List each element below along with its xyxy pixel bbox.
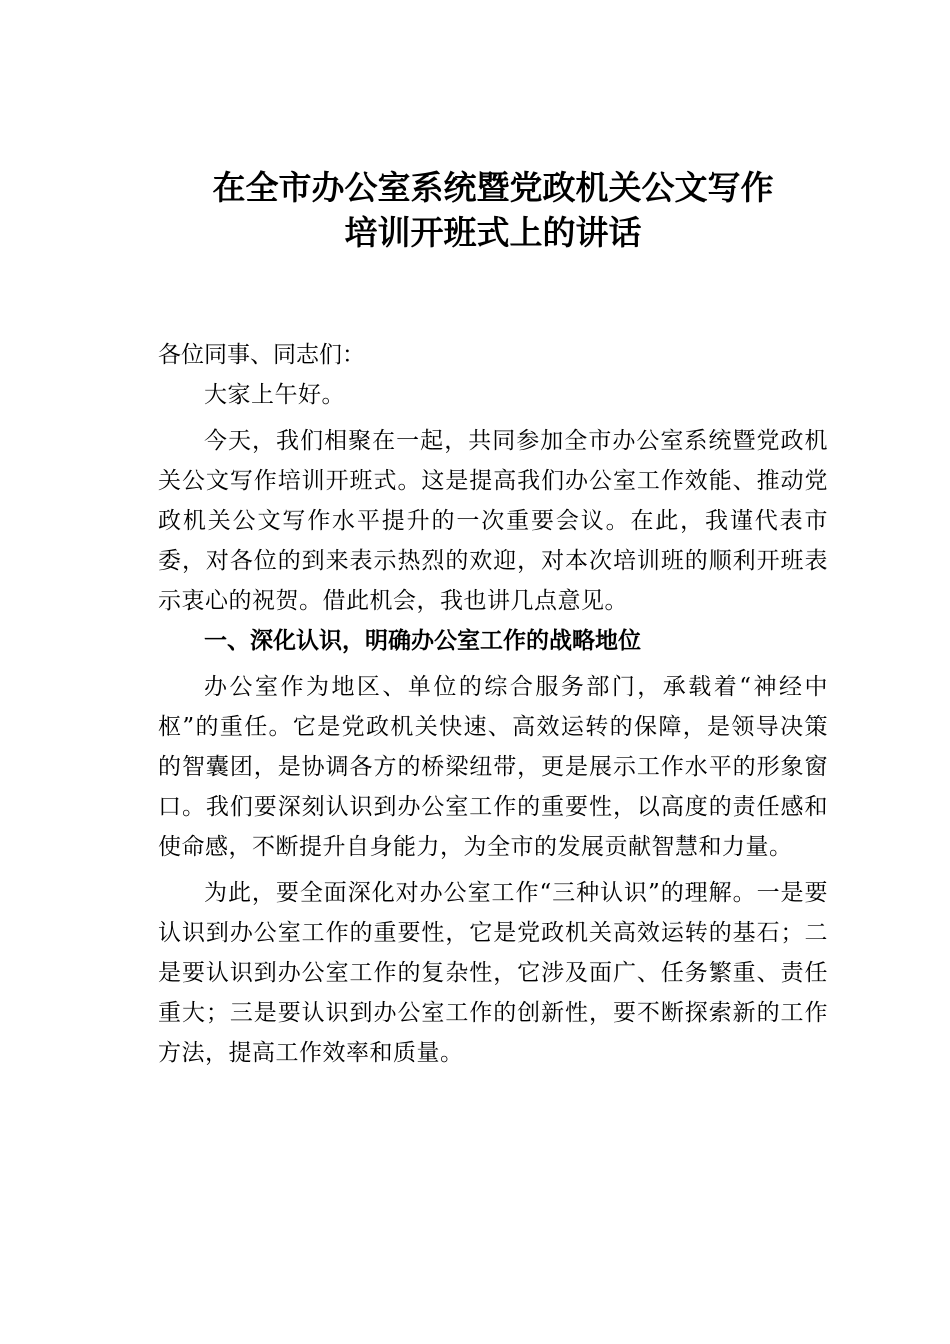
salutation: 各位同事、同志们： — [158, 342, 365, 368]
document-page — [158, 165, 828, 1073]
section-heading-1: 一、深化认识，明确办公室工作的战略地位 — [204, 628, 641, 654]
paragraph-opening: 今天，我们相聚在一起，共同参加全市办公室系统暨党政机关公文写作培训开班式。这是提高我们办公室工作效能、推动党政机关公文写作水平提升的一次重要会议。在此，我谨代表市委，对各位的到来表示热烈的欢迎，对本次培训班的顺利开班表示衷心的祝贺。借此机会，我也讲几点意见。 — [158, 428, 828, 614]
title-line-2: 培训开班式上的讲话 — [344, 213, 642, 252]
title-line-1: 在全市办公室系统暨党政机关公文写作 — [212, 168, 774, 207]
paragraph-section1-2: 为此，要全面深化对办公室工作“三种认识”的理解。一是要认识到办公室工作的重要性，它是党政机关高效运转的基石；二是要认识到办公室工作的复杂性，它涉及面广、任务繁重、责任重大；三是要认识到办公室工作的创新性，要不断探索新的工作方法，提高工作效率和质量。 — [158, 880, 828, 1066]
paragraph-greeting: 大家上午好。 — [204, 382, 345, 408]
document-title — [158, 165, 828, 255]
paragraph-section1-1: 办公室作为地区、单位的综合服务部门，承载着“神经中枢”的重任。它是党政机关快速、高效运转的保障，是领导决策的智囊团，是协调各方的桥梁纽带，更是展示工作水平的形象窗口。我们要深刻认识到办公室工作的重要性，以高度的责任感和使命感，不断提升自身能力，为全市的发展贡献智慧和力量。 — [158, 674, 828, 860]
